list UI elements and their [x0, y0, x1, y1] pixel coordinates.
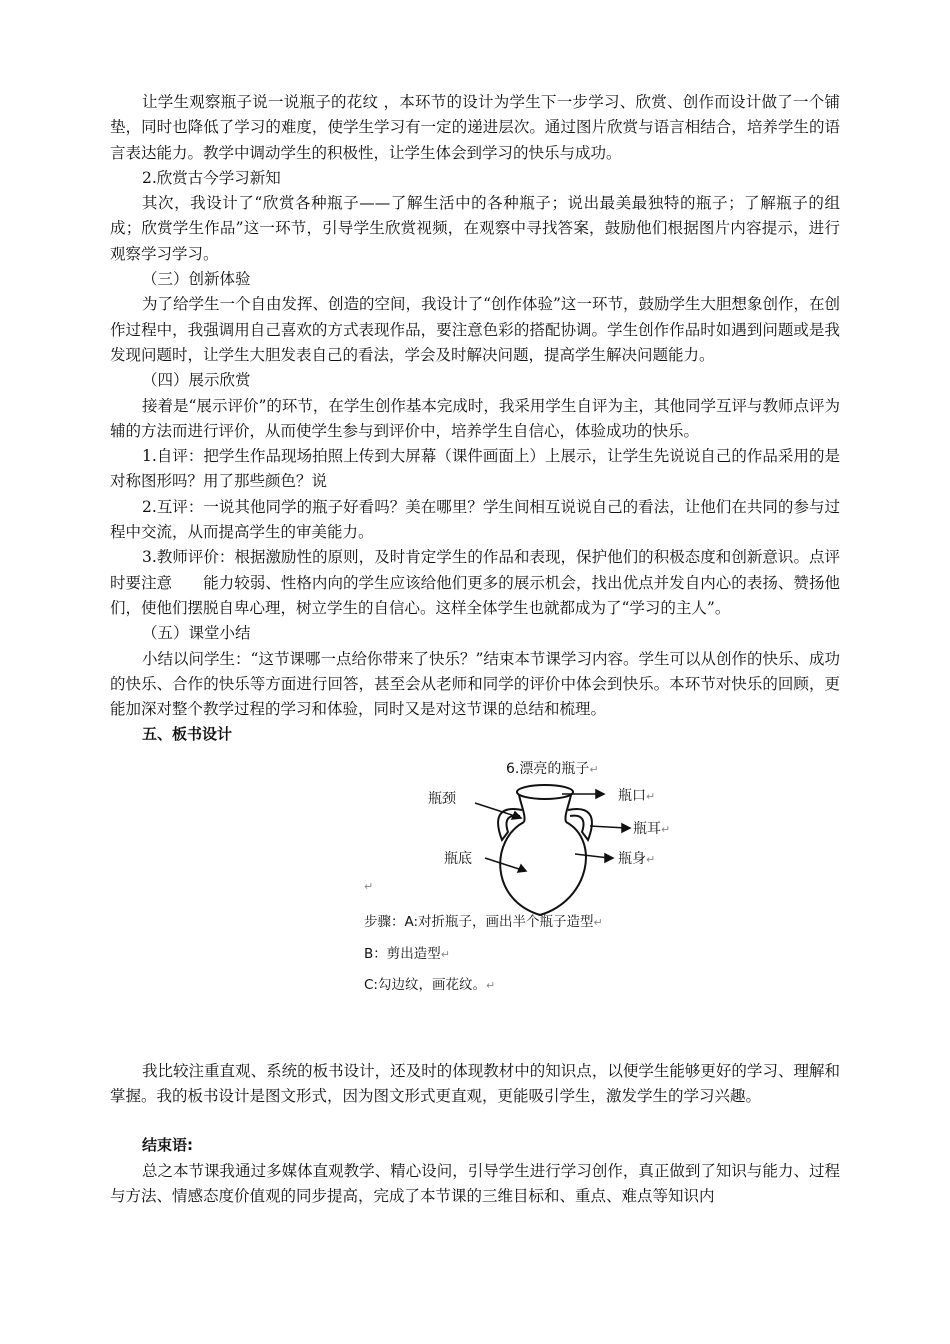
step-b: B：剪出造型↵ [364, 945, 450, 962]
board-design-figure [110, 750, 840, 1025]
arrow-ear [590, 826, 626, 828]
vase-body-shape [500, 822, 586, 915]
paragraph-board-design: 我比较注重直观、系统的板书设计，还及时的体现教材中的知识点，以便学生能够更好的学习、理解和掌握。我的板书设计是图文形式，因为图文形式更直观，更能吸引学生，激发学生的学习兴趣。 [110, 1061, 840, 1106]
paragraph-closing: 总之本节课我通过多媒体直观教学、精心设问，引导学生进行学习创作，真正做到了知识与能力、过程与方法、情感态度价值观的同步提高，完成了本节课的三维目标和、重点、难点等知识内 [110, 1161, 840, 1205]
paragraph-self-eval: 1.自评：把学生作品现场拍照上传到大屏幕（课件画面上）上展示，让学生先说说自己的作品采用的是对称图形吗？用了那些颜色？说 [110, 447, 840, 491]
paragraph-observe: 让学生观察瓶子说一说瓶子的花纹 ，本环节的设计为学生下一步学习、欣赏、创作而设计做了一个铺垫，同时也降低了学习的难度，使学生学习有一定的递进层次。通过图片欣赏与语言相结合，培养学生的语言表达能力。教学中调动学生的积极性，让学生体会到学习的快乐与成功。 [110, 93, 840, 162]
label-body: 瓶身↵ [618, 850, 656, 867]
label-mouth: 瓶口↵ [618, 787, 656, 804]
arrow-body [575, 854, 609, 858]
step-a: 步骤：A:对折瓶子，画出半个瓶子造型↵ [364, 913, 603, 930]
subheading-innovate: （三）创新体验 [142, 270, 251, 289]
spacer [110, 1025, 840, 1059]
paragraph-summary: 小结以问学生：“这节课哪一点给你带来了快乐？”结束本节课学习内容。学生可以从创作的快乐、成功的快乐、合作的快乐等方面进行回答，甚至会从老师和同学的评价中体会到快乐。本环节对快乐的回顾，更能加深对整个教学过程的学习和体验，同时又是对这节课的总结和梳理。 [110, 649, 840, 719]
spacer [110, 1109, 840, 1133]
label-bottom: 瓶底 [444, 850, 472, 867]
subheading-showcase: （四）展示欣赏 [142, 371, 251, 390]
subheading-summary: （五）课堂小结 [142, 624, 251, 643]
paragraph-innovate: 为了给学生一个自由发挥、创造的空间，我设计了“创作体验”这一环节，鼓励学生大胆想象创作，在创作过程中，我强调用自己喜欢的方式表现作品，要注意色彩的搭配协调。学生创作作品时如遇到问题或是我发现问题时，让学生大胆发表自己的看法，学会及时解决问题，提高学生解决问题能力。 [110, 295, 840, 364]
figure-title: 6.漂亮的瓶子↵ [506, 760, 599, 777]
paragraph-mark: ↵ [364, 879, 374, 893]
closing-heading: 结束语: [142, 1136, 193, 1155]
paragraph-teacher-eval: 3.教师评价：根据激励性的原则，及时肯定学生的作品和表现，保护他们的积极态度和创新意识。点评时要注意 能力较弱、性格内向的学生应该给他们更多的展示机会，找出优点并发自内心的表扬、赞扬他们，使他们摆脱自卑心理，树立学生的自信心。这样全体学生也就都成为了“学习的主人”。 [110, 548, 840, 617]
vase-mouth-shape [517, 785, 573, 799]
subheading-appreciate: 2.欣赏古今学习新知 [142, 168, 281, 187]
document-page [110, 90, 840, 1209]
section-heading-board: 五、板书设计 [142, 725, 233, 744]
label-neck: 瓶颈 [428, 790, 456, 807]
arrow-bottom [485, 858, 522, 870]
step-c: C:勾边纹，画花纹。↵ [364, 976, 496, 993]
paragraph-showcase: 接着是“展示评价”的环节，在学生创作基本完成时，我采用学生自评为主，其他同学互评与教师点评为辅的方法而进行评价，从而使学生参与到评价中，培养学生自信心，体验成功的快乐。 [110, 396, 840, 440]
label-ear: 瓶耳↵ [633, 820, 671, 837]
paragraph-appreciate: 其次，我设计了“欣赏各种瓶子——了解生活中的各种瓶子；说出最美最独特的瓶子；了解瓶子的组成；欣赏学生作品”这一环节，引导学生欣赏视频，在观察中寻找答案，鼓励他们根据图片内容提示，进行观察学习学习。 [110, 194, 840, 263]
paragraph-peer-eval: 2.互评：一说其他同学的瓶子好看吗？美在哪里？学生间相互说说自己的看法，让他们在共同的参与过程中交流，从而提高学生的审美能力。 [110, 497, 840, 542]
